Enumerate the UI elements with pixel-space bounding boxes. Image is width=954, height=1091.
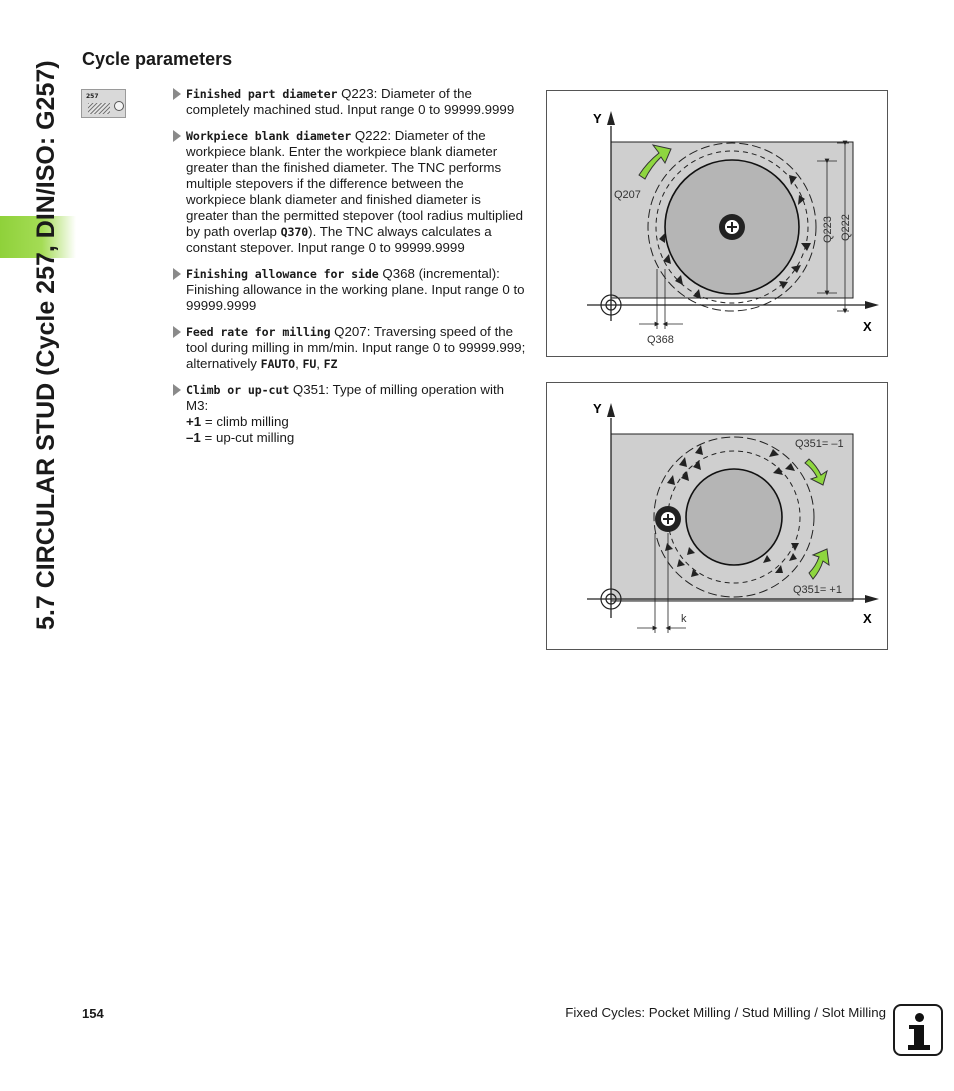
param-q207: [172, 324, 526, 372]
option-label: = climb milling: [201, 414, 289, 429]
label-k: k: [681, 613, 687, 625]
cutter-tool-icon: [655, 506, 681, 532]
y-axis-arrow: [607, 111, 615, 125]
cycle-number: 257: [86, 93, 99, 100]
hatched-workpiece-icon: [88, 103, 110, 114]
finished-stud: [686, 469, 782, 565]
param-keyword: Finishing allowance for side: [186, 267, 379, 281]
label-q223: Q223: [822, 216, 834, 243]
y-axis-arrow: [607, 403, 615, 417]
param-keyword: Workpiece blank diameter: [186, 129, 352, 143]
y-axis-label: Y: [593, 111, 602, 126]
side-title: [14, 0, 62, 1091]
inline-code-fauto: FAUTO: [260, 357, 296, 371]
cycle-257-softkey-icon: [81, 89, 126, 118]
param-description-cont: ). The TNC always calculates a constant stepover. Input range 0 to 99999.9999: [186, 224, 492, 255]
parameter-list: [172, 86, 526, 456]
label-q368: Q368: [647, 334, 674, 346]
param-keyword: Feed rate for milling: [186, 325, 331, 339]
cutter-tool-icon: [719, 214, 745, 240]
label-climb: Q351= +1: [793, 584, 842, 596]
footer-chapter: Fixed Cycles: Pocket Milling / Stud Milling / Slot Milling: [565, 1005, 886, 1020]
bullet-triangle-icon: [173, 88, 181, 100]
x-axis-arrow: [865, 301, 879, 309]
separator: ,: [295, 356, 303, 371]
param-q351: [172, 382, 526, 446]
page-number: 154: [82, 1006, 104, 1021]
x-axis-label: X: [863, 611, 872, 626]
param-keyword: Finished part diameter: [186, 87, 338, 101]
option-value: +1: [186, 414, 202, 429]
separator: ,: [316, 356, 324, 371]
param-q222: [172, 128, 526, 256]
option-upcut: [186, 430, 526, 446]
figure-stud-dimensions: [546, 90, 888, 357]
option-value: –1: [186, 430, 201, 445]
param-description: Q368 (incremental): Finishing allowance in the working plane. Input range 0 to 99999.9999: [186, 266, 525, 313]
section-heading: Cycle parameters: [82, 49, 233, 69]
inline-code-fu: FU: [302, 357, 317, 371]
stud-circle-icon: [114, 101, 124, 111]
bullet-triangle-icon: [173, 384, 181, 396]
param-q223: [172, 86, 526, 118]
figure-milling-direction: [546, 382, 888, 650]
param-description: Q223: Diameter of the completely machined stud. Input range 0 to 99999.9999: [186, 86, 515, 117]
bullet-triangle-icon: [173, 268, 181, 280]
y-axis-label: Y: [593, 401, 602, 416]
label-q222: Q222: [840, 214, 852, 241]
bullet-triangle-icon: [173, 130, 181, 142]
side-title-text: 5.7 CIRCULAR STUD (Cycle 257, DIN/ISO: G257): [32, 60, 60, 630]
param-q368: [172, 266, 526, 314]
option-label: = up-cut milling: [200, 430, 295, 445]
x-axis-arrow: [865, 595, 879, 603]
inline-code-fz: FZ: [323, 357, 338, 371]
inline-code: Q370: [280, 225, 309, 239]
param-description: Q207: Traversing speed of the tool during milling in mm/min. Input range 0 to 99999.999; alternatively: [186, 324, 526, 371]
option-climb: [186, 414, 526, 430]
param-description: Q351: Type of milling operation with M3:: [186, 382, 505, 413]
param-description: Q222: Diameter of the workpiece blank. Enter the workpiece blank diameter greater than the finished diameter. The TNC performs multiple stepovers if the difference between the workpiece blank diameter and finished diameter is greater than the permitted stepover (tool radius multiplied by path overlap: [186, 128, 524, 239]
label-up-cut: Q351= –1: [795, 438, 844, 450]
x-axis-label: X: [863, 319, 872, 334]
info-icon: [893, 1004, 943, 1056]
bullet-triangle-icon: [173, 326, 181, 338]
param-keyword: Climb or up-cut: [186, 383, 290, 397]
label-q207: Q207: [614, 189, 641, 201]
